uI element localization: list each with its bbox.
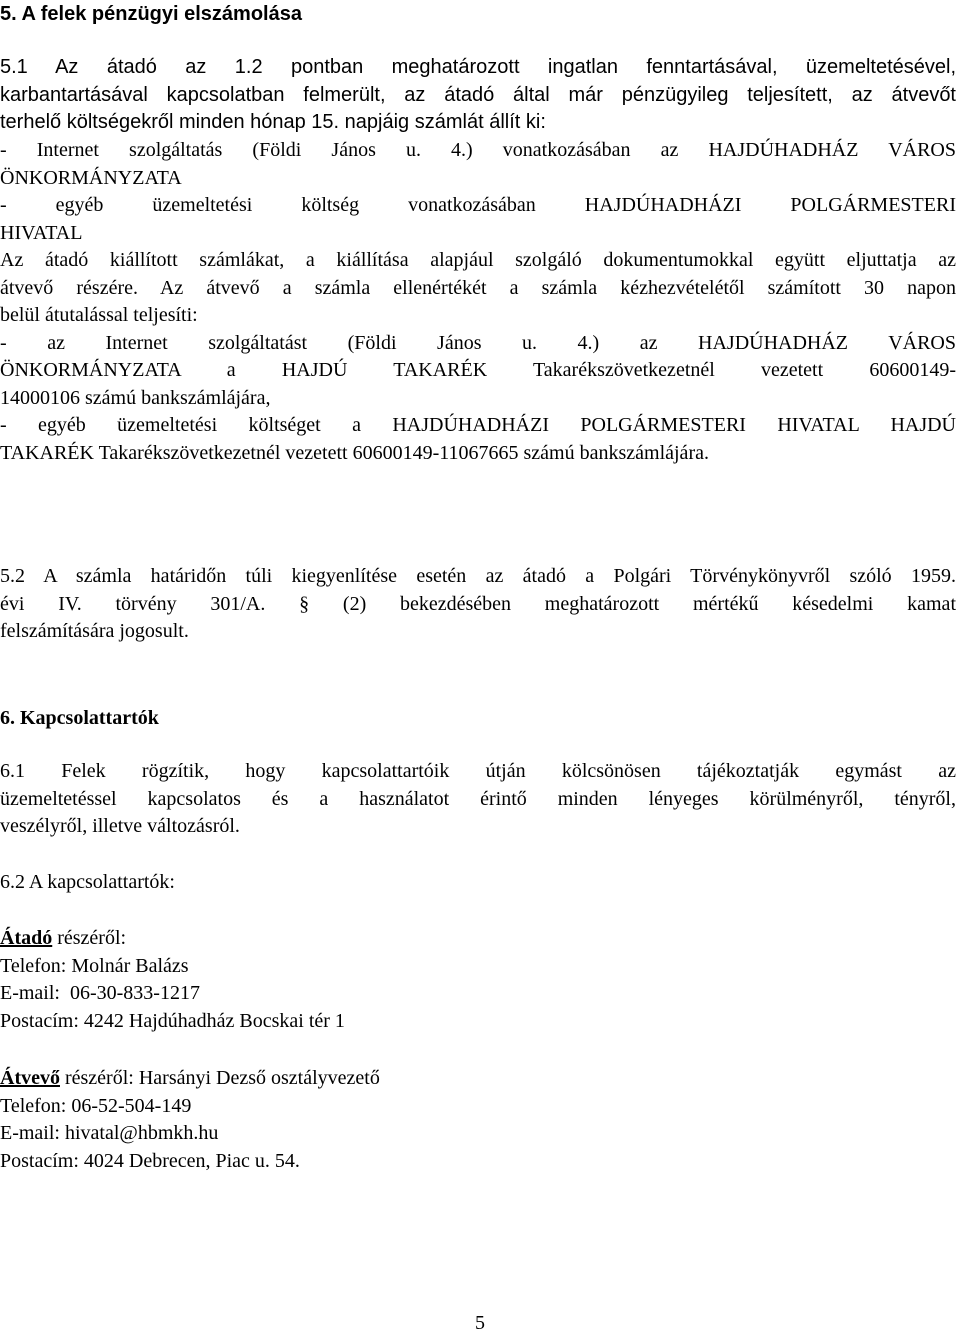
paragraph-5-1-part-a <box>0 54 956 137</box>
contact-atvevo-label: Átvevő <box>0 1067 60 1089</box>
text-line: 5.1 Az átadó az 1.2 pontban meghatározott ingatlan fenntartásával, üzemeltetésével, <box>0 56 956 78</box>
text-line: HIVATAL <box>0 221 83 244</box>
text-line: ÖNKORMÁNYZATA a HAJDÚ TAKARÉK Takarékszövetkezetnél vezetett 60600149- <box>0 359 956 381</box>
contact-atvevo-suffix: részéről: Harsányi Dezső osztályvezető <box>59 1067 380 1089</box>
contact-atado <box>0 925 956 1035</box>
paragraph-6-1 <box>0 758 956 841</box>
section-5-heading: 5. A felek pénzügyi elszámolása <box>0 3 302 25</box>
contact-atado-heading <box>0 925 956 953</box>
contact-atvevo-email: E-mail: hivatal@hbmkh.hu <box>0 1122 219 1144</box>
text-line: belül átutalással teljesíti: <box>0 304 198 326</box>
text-line: átvevő részére. Az átvevő a számla ellenértékét a számla kézhezvételétől számított 30 napon <box>0 276 956 299</box>
text-line: üzemeltetéssel kapcsolatos és a használatot érintő minden lényeges körülményről, tényről, <box>0 787 956 810</box>
contact-atvevo-postacim: Postacím: 4024 Debrecen, Piac u. 54. <box>0 1149 300 1172</box>
contact-atado-postacim: Postacím: 4242 Hajdúhadház Bocskai tér 1 <box>0 1009 345 1032</box>
text-line: évi IV. törvény 301/A. § (2) bekezdésében meghatározott mértékű késedelmi kamat <box>0 592 956 615</box>
contact-atvevo <box>0 1065 956 1175</box>
text-line: karbantartásával kapcsolatban felmerült, az átadó által már pénzügyileg teljesített, az átvevőt <box>0 83 956 106</box>
page-number: 5 <box>475 1312 485 1334</box>
contact-atado-suffix: részéről: <box>52 927 127 949</box>
contact-atvevo-heading <box>0 1065 956 1093</box>
text-line: ÖNKORMÁNYZATA <box>0 166 182 189</box>
paragraph-5-1-part-b <box>0 137 956 467</box>
text-line: - Internet szolgáltatás (Földi János u. 4.) vonatkozásában az HAJDÚHADHÁZ VÁROS <box>0 139 956 161</box>
text-line: Az átadó kiállított számlákat, a kiállítása alapjául szolgáló dokumentumokkal együtt eljuttatja az <box>0 249 956 271</box>
contact-atado-email: E-mail: 06-30-833-1217 <box>0 982 200 1004</box>
text-line: felszámítására jogosult. <box>0 620 189 642</box>
text-line: terhelő költségekről minden hónap 15. napjáig számlát állít ki: <box>0 111 546 133</box>
text-line: - egyéb üzemeltetési költséget a HAJDÚHADHÁZI POLGÁRMESTERI HIVATAL HAJDÚ <box>0 414 956 436</box>
paragraph-5-2 <box>0 563 956 646</box>
text-line: TAKARÉK Takarékszövetkezetnél vezetett 60600149-11067665 számú bankszámlájára. <box>0 441 709 464</box>
text-line: - az Internet szolgáltatást (Földi János u. 4.) az HAJDÚHADHÁZ VÁROS <box>0 331 956 354</box>
contact-atado-label: Átadó <box>0 927 53 949</box>
text-line: 14000106 számú bankszámlájára, <box>0 386 271 409</box>
text-line: 6.1 Felek rögzítik, hogy kapcsolattartóik útján kölcsönösen tájékoztatják egymást az <box>0 760 956 782</box>
contact-atvevo-telefon: Telefon: 06-52-504-149 <box>0 1094 192 1117</box>
text-line: veszélyről, illetve változásról. <box>0 815 240 837</box>
paragraph-6-2: 6.2 A kapcsolattartók: <box>0 871 175 893</box>
text-line: - egyéb üzemeltetési költség vonatkozásában HAJDÚHADHÁZI POLGÁRMESTERI <box>0 194 956 216</box>
contact-atado-telefon: Telefon: Molnár Balázs <box>0 954 189 977</box>
text-line: 5.2 A számla határidőn túli kiegyenlítése esetén az átadó a Polgári Törvénykönyvről szóló 1959. <box>0 565 956 587</box>
section-6-heading: 6. Kapcsolattartók <box>0 707 159 729</box>
